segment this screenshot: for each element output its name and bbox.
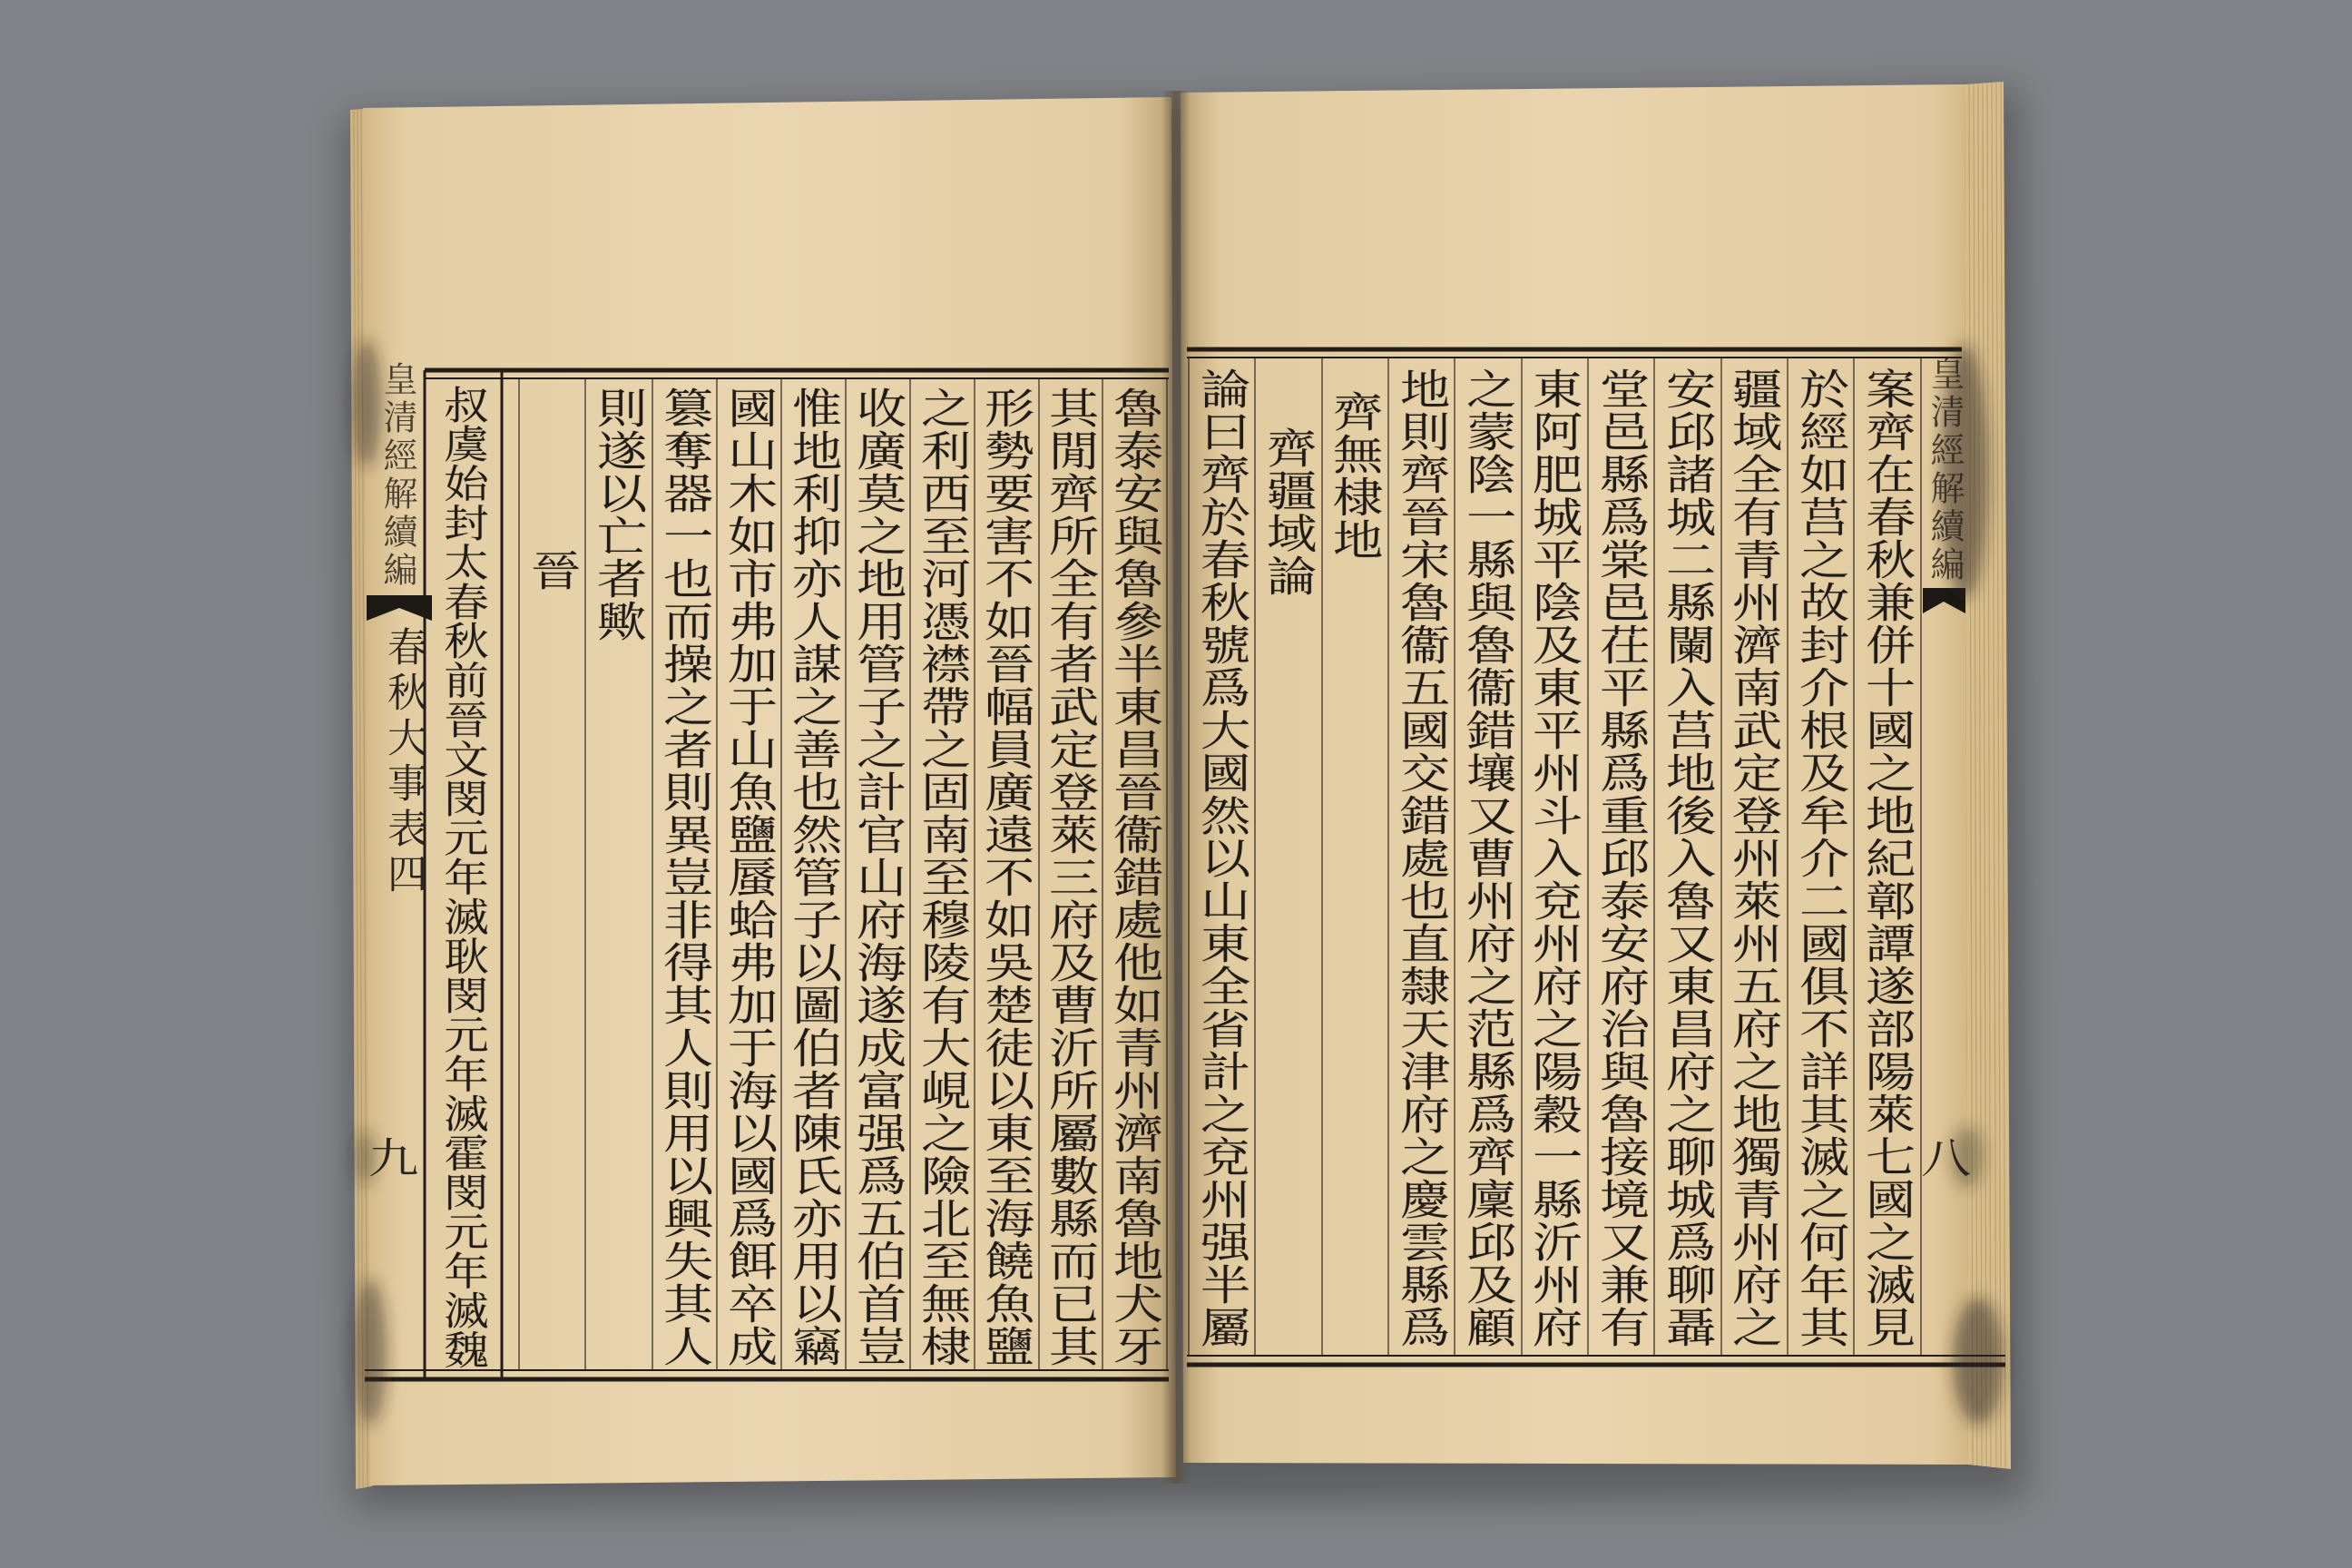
right-text-column: 論曰齊於春秋號爲大國然以山東全省計之兗州强半屬 bbox=[1192, 368, 1252, 1348]
left-text-column: 形勢要害不如晉幅員廣遠不如吳楚徒以東至海饒魚鹽 bbox=[976, 387, 1036, 1367]
right-margin-book-title: 皇清經解續編 bbox=[1925, 356, 1965, 584]
right-text-column: 之蒙陰一縣與魯衞錯壤又曹州府之范縣爲齊廩邱及顧 bbox=[1458, 368, 1518, 1348]
left-text-column: 收廣莫之地用管子之計官山府海遂成富强爲五伯首豈 bbox=[848, 387, 908, 1367]
left-text-column: 國山木如市弗加于山魚鹽蜃蛤弗加于海以國爲餌卒成 bbox=[720, 387, 779, 1367]
right-text-column: 案齊在春秋兼併十國之地紀鄣譚遂部陽萊七國之滅見 bbox=[1857, 368, 1917, 1348]
left-text-column: 惟地利抑亦人謀之善也然管子以圖伯者陳氏亦用以竊 bbox=[784, 387, 844, 1367]
left-text-column: 之利西至河憑襟帶之固南至穆陵有大峴之險北至無棣 bbox=[913, 387, 973, 1367]
right-page-number: 八 bbox=[1913, 1136, 1973, 1178]
right-text-column: 東阿肥城平陰及東平州斗入兗州府之陽穀一縣沂州府 bbox=[1524, 368, 1584, 1348]
right-text-column: 安邱諸城二縣闌入莒地後入魯又東昌府之聊城爲聊聶 bbox=[1658, 368, 1718, 1348]
left-text-column: 魯泰安與魯參半東昌晉衞錯處他如青州濟南魯地犬牙 bbox=[1105, 387, 1165, 1367]
right-text-column: 堂邑縣爲棠邑茌平縣爲重邱泰安府治與魯接境又兼有 bbox=[1592, 368, 1651, 1348]
section-title-qi-territory: 齊疆域論 bbox=[1259, 426, 1318, 597]
left-margin-book-title: 皇清經解續編 bbox=[377, 361, 417, 590]
left-text-column: 其閒齊所全有者武定登萊三府及曹沂所屬數縣而已其 bbox=[1041, 387, 1101, 1367]
boxed-table-column: 叔虞始封太春秋前晉文閔元年滅耿閔元年滅霍閔元年滅魏 bbox=[436, 385, 489, 1369]
section-title-jin: 晉 bbox=[523, 549, 583, 592]
right-text-column: 疆域全有青州濟南武定登州萊州五府之地獨青州府之 bbox=[1724, 368, 1784, 1348]
left-text-column: 篡奪器一也而操之者則異豈非得其人則用以興失其人 bbox=[655, 387, 715, 1367]
right-text-column: 地則齊晉宋魯衞五國交錯處也直隸天津府之慶雲縣爲 bbox=[1392, 368, 1452, 1348]
right-text-column: 於經如莒之故封介根及牟介二國俱不詳其滅之何年其 bbox=[1791, 368, 1851, 1348]
left-text-column: 則遂以亡者歟 bbox=[589, 387, 649, 642]
left-margin-section-title: 春秋大事表四 bbox=[380, 626, 426, 898]
right-heading-column: 齊無棣地 bbox=[1325, 390, 1385, 561]
left-page-number: 九 bbox=[360, 1136, 420, 1178]
